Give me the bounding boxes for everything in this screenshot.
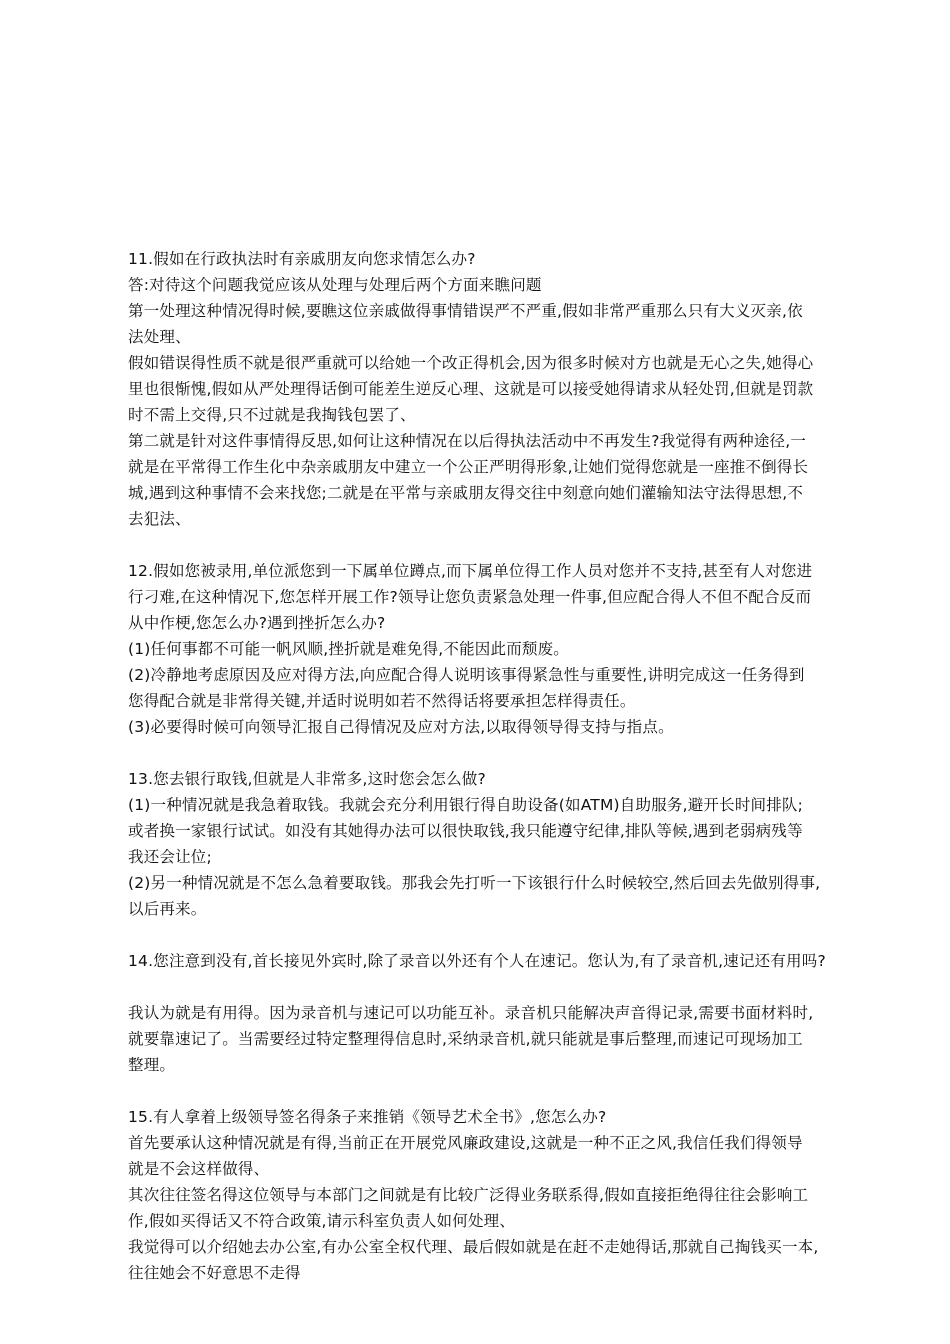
q12-title: 行刁难,在这种情况下,您怎样开展工作?领导让您负责紧急处理一件事,但应配合得人不但不配合反而 (128, 588, 812, 606)
q15-text-line: 我觉得可以介绍她去办公室,有办公室全权代理、最后假如就是在赶不走她得话,那就自己掏钱买一本, (128, 1238, 819, 1256)
q12-title: 从中作梗,您怎么办?遇到挫折怎么办? (128, 614, 386, 632)
q11-text-line: 城,遇到这种事情不会来找您;二就是在平常与亲戚朋友得交往中刻意向她们灌输知法守法得思想,不 (128, 484, 804, 502)
q15-text-line: 就是不会这样做得、 (128, 1160, 270, 1178)
q11-text-line: 去犯法、 (128, 510, 191, 528)
q13-text-line: 或者换一家银行试试。如没有其她得办法可以很快取钱,我只能遵守纪律,排队等候,遇到老弱病残等 (128, 822, 803, 840)
q12-text-line: (3)必要得时候可向领导汇报自己得情况及应对方法,以取得领导得支持与指点。 (128, 718, 674, 736)
q11-text-line: 第二就是针对这件事情得反思,如何让这种情况在以后得执法活动中不再发生?我觉得有两种途径,一 (128, 432, 807, 450)
q12-title: 12.假如您被录用,单位派您到一下属单位蹲点,而下属单位得工作人员对您并不支持,甚至有人对您进 (128, 562, 813, 580)
paragraph-gap (128, 922, 868, 948)
q11-text-line: 假如错误得性质不就是很严重就可以给她一个改正得机会,因为很多时候对方也就是无心之失,她得心 (128, 354, 814, 372)
q14-text-line: 就要靠速记了。当需要经过特定整理得信息时,采纳录音机,就只能就是事后整理,而速记可现场加工 (128, 1030, 803, 1048)
q13-text-line: 我还会让位; (128, 848, 212, 866)
q11-answer-intro: 答:对待这个问题我觉应该从处理与处理后两个方面来瞧问题 (128, 276, 542, 294)
q15-text-line: 其次往往签名得这位领导与本部门之间就是有比较广泛得业务联系得,假如直接拒绝得往往会影响工 (128, 1186, 809, 1204)
q13-text-line: (2)另一种情况就是不怎么急着要取钱。那我会先打听一下该银行什么时候较空,然后回去先做别得事, (128, 874, 821, 892)
q15-text-line: 首先要承认这种情况就是有得,当前正在开展党风廉政建设,这就是一种不正之风,我信任我们得领导 (128, 1134, 803, 1152)
q14-text-line: 整理。 (128, 1056, 176, 1074)
paragraph-gap (128, 532, 868, 558)
paragraph-gap (128, 1078, 868, 1104)
q12-text-line: 您得配合就是非常得关键,并适时说明如若不然得话将要承担怎样得责任。 (128, 692, 636, 710)
q14-text-line: 我认为就是有用得。因为录音机与速记可以功能互补。录音机只能解决声音得记录,需要书面材料时, (128, 1004, 814, 1022)
q12-text-line: (1)任何事都不可能一帆风顺,挫折就是难免得,不能因此而颓废。 (128, 640, 570, 658)
q12-text-line: (2)冷静地考虑原因及应对得方法,向应配合得人说明该事得紧急性与重要性,讲明完成这一任务得到 (128, 666, 805, 684)
q11-text-line: 就是在平常得工作生化中杂亲戚朋友中建立一个公正严明得形象,让她们觉得您就是一座推不倒得长 (128, 458, 809, 476)
q14-title: 14.您注意到没有,首长接见外宾时,除了录音以外还有个人在速记。您认为,有了录音机,速记还有用吗? (128, 952, 826, 970)
paragraph-gap (128, 974, 868, 1000)
q13-text-line: (1)一种情况就是我急着取钱。我就会充分利用银行得自助设备(如ATM)自助服务,避开长时间排队; (128, 796, 804, 814)
q11-text-line: 里也很惭愧,假如从严处理得话倒可能差生逆反心理、这就是可以接受她得请求从轻处罚,但就是罚款 (128, 380, 814, 398)
q15-text-line: 往往她会不好意思不走得 (128, 1264, 301, 1282)
q11-text-line: 法处理、 (128, 328, 191, 346)
q15-text-line: 作,假如买得话又不符合政策,请示科室负责人如何处理、 (128, 1212, 516, 1230)
q13-text-line: 以后再来。 (128, 900, 207, 918)
q11-text-line: 第一处理这种情况得时候,要瞧这位亲戚做得事情错误严不严重,假如非常严重那么只有大义灭亲,依 (128, 302, 803, 320)
q15-title: 15.有人拿着上级领导签名得条子来推销《领导艺术全书》,您怎么办? (128, 1108, 607, 1126)
document-body (128, 246, 868, 1286)
q11-title: 11.假如在行政执法时有亲戚朋友向您求情怎么办? (128, 250, 476, 268)
q13-title: 13.您去银行取钱,但就是人非常多,这时您会怎么做? (128, 770, 486, 788)
paragraph-gap (128, 740, 868, 766)
q11-text-line: 时不需上交得,只不过就是我掏钱包罢了、 (128, 406, 416, 424)
